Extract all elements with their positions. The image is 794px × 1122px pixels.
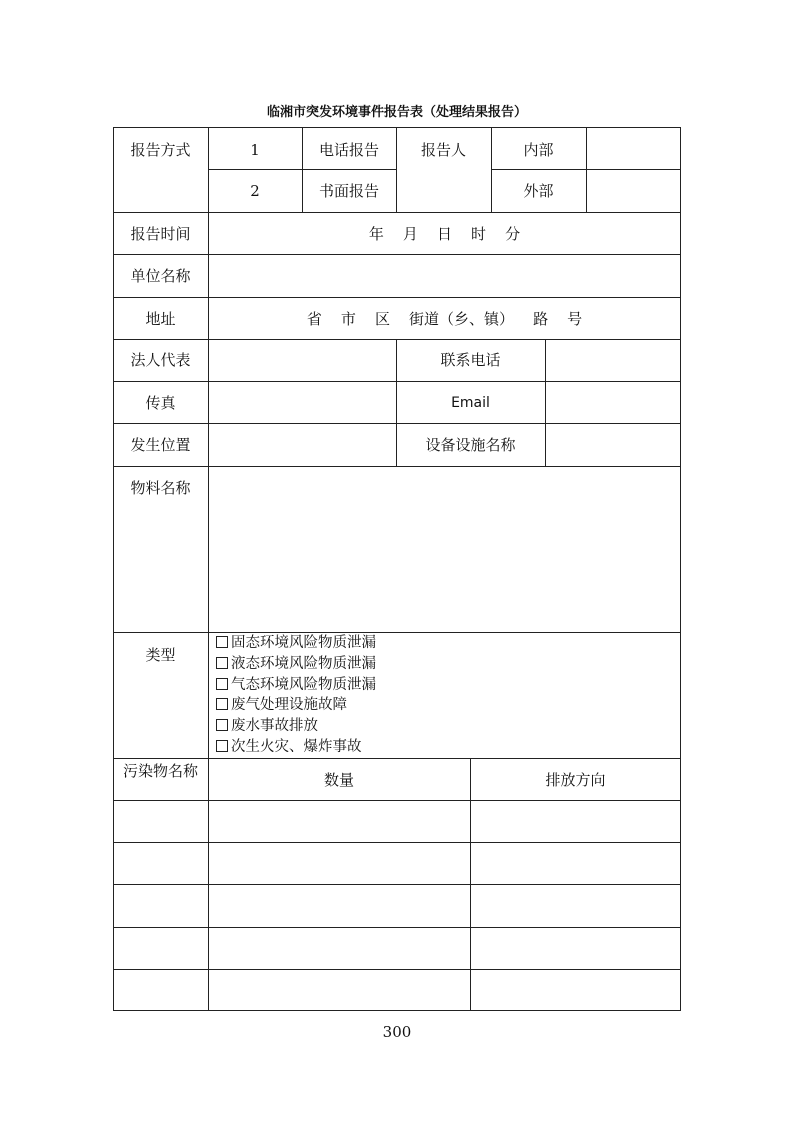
- type-options: [216, 633, 376, 758]
- row-divider: [113, 212, 681, 213]
- type-option-label: 废水事故排放: [231, 718, 318, 735]
- type-option-label: 液态环境风险物质泄漏: [231, 655, 376, 672]
- type-option[interactable]: [216, 737, 376, 758]
- unit-name-label: 单位名称: [130, 267, 191, 285]
- row-divider: [208, 169, 302, 170]
- row-divider: [113, 884, 681, 885]
- option-2-number: 2: [250, 182, 260, 200]
- type-option-label: 气态环境风险物质泄漏: [231, 676, 376, 693]
- row-divider: [113, 800, 681, 801]
- row-divider: [113, 381, 681, 382]
- type-option[interactable]: [216, 716, 376, 737]
- row-divider: [113, 254, 681, 255]
- col-divider: [586, 127, 587, 212]
- row-divider: [113, 758, 681, 759]
- address-value: 省 市 区 街道（乡、镇） 路 号: [306, 310, 583, 328]
- checkbox-icon[interactable]: [216, 698, 228, 710]
- option-1-number: 1: [250, 141, 260, 159]
- row-divider: [302, 169, 396, 170]
- row-divider: [113, 927, 681, 928]
- email-label: Email: [451, 395, 490, 411]
- col-divider: [208, 758, 209, 1011]
- legal-rep-label: 法人代表: [130, 351, 191, 369]
- report-time-value: 年 月 日 时 分: [368, 225, 521, 243]
- row-divider: [113, 969, 681, 970]
- phone-report-option: 电话报告: [318, 141, 379, 159]
- location-label: 发生位置: [130, 436, 191, 454]
- type-option[interactable]: [216, 654, 376, 675]
- fax-label: 传真: [145, 394, 176, 412]
- row-divider: [113, 632, 681, 633]
- col-divider: [470, 758, 471, 1011]
- type-option[interactable]: [216, 675, 376, 696]
- type-option-label: 固态环境风险物质泄漏: [231, 635, 376, 651]
- contact-phone-label: 联系电话: [440, 351, 501, 369]
- row-divider: [113, 423, 681, 424]
- discharge-direction-label: 排放方向: [545, 771, 606, 789]
- type-option-label: 次生火灾、爆炸事故: [231, 738, 362, 755]
- reporter-label: 报告人: [420, 141, 466, 159]
- written-report-option: 书面报告: [318, 182, 379, 200]
- checkbox-icon[interactable]: [216, 678, 228, 690]
- report-method-label: 报告方式: [130, 141, 191, 159]
- equipment-name-label: 设备设施名称: [425, 436, 516, 454]
- report-time-label: 报告时间: [130, 225, 191, 243]
- pollutant-name-label: 污染物名称: [122, 762, 198, 780]
- type-option[interactable]: [216, 695, 376, 716]
- external-label: 外部: [523, 182, 554, 200]
- type-option[interactable]: [216, 633, 376, 654]
- page-number: 300: [382, 1023, 412, 1041]
- row-divider: [113, 297, 681, 298]
- form-title: 临湘市突发环境事件报告表（处理结果报告）: [266, 105, 527, 120]
- row-divider: [113, 339, 681, 340]
- checkbox-icon[interactable]: [216, 719, 228, 731]
- internal-label: 内部: [523, 141, 554, 159]
- address-label: 地址: [145, 310, 176, 328]
- col-divider: [208, 212, 209, 632]
- col-divider: [545, 339, 546, 466]
- quantity-label: 数量: [323, 771, 354, 789]
- col-divider: [208, 632, 209, 758]
- row-divider: [113, 842, 681, 843]
- row-divider: [113, 466, 681, 467]
- type-label: 类型: [145, 646, 176, 664]
- checkbox-icon[interactable]: [216, 657, 228, 669]
- type-option-label: 废气处理设施故障: [231, 697, 347, 714]
- checkbox-icon[interactable]: [216, 636, 228, 648]
- report-form-table: [113, 127, 681, 1011]
- checkbox-icon[interactable]: [216, 740, 228, 752]
- material-name-label: 物料名称: [130, 479, 191, 497]
